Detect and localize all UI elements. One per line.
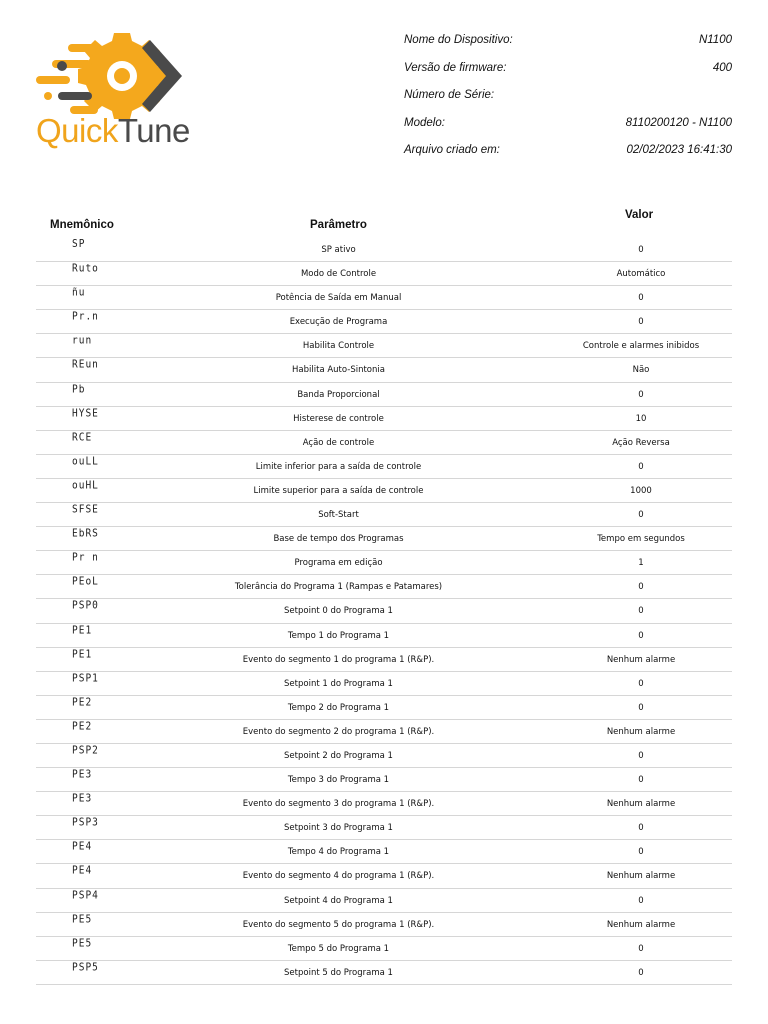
table-row <box>36 913 732 937</box>
table-row <box>36 864 732 888</box>
mnemonic-cell: PE2 <box>72 720 93 733</box>
info-row <box>404 62 732 90</box>
table-row <box>36 961 732 985</box>
table-row <box>36 792 732 816</box>
table-row <box>36 286 732 310</box>
table-row <box>36 648 732 672</box>
mnemonic-cell: PSP1 <box>72 672 99 685</box>
table-row <box>36 672 732 696</box>
header-mnemonic: Mnemônico <box>50 219 114 231</box>
parameter-cell: Base de tempo dos Programas <box>273 534 404 545</box>
parameter-cell: Tempo 1 do Programa 1 <box>287 630 390 641</box>
parameter-cell: Soft-Start <box>318 510 359 521</box>
parameter-cell: Modo de Controle <box>300 269 377 280</box>
info-row <box>404 144 732 172</box>
value-cell: 0 <box>638 967 644 978</box>
value-cell: 1000 <box>630 485 652 496</box>
table-row <box>36 768 732 792</box>
table-row <box>36 262 732 286</box>
mnemonic-cell: REun <box>72 358 99 372</box>
parameter-cell: Habilita Auto-Sintonia <box>292 365 385 376</box>
value-cell: Nenhum alarme <box>606 654 676 665</box>
parameter-cell: Setpoint 4 do Programa 1 <box>284 895 393 906</box>
mnemonic-cell: PE1 <box>72 623 93 637</box>
value-cell: 0 <box>638 461 644 472</box>
info-value: 02/02/2023 16:41:30 <box>626 144 732 156</box>
parameter-cell: Banda Proporcional <box>297 389 380 400</box>
info-row <box>404 34 732 62</box>
parameter-cell: Setpoint 1 do Programa 1 <box>284 678 393 689</box>
table-row <box>36 310 732 334</box>
parameter-table <box>36 238 732 985</box>
table-row <box>36 407 732 431</box>
value-cell: 0 <box>638 775 644 786</box>
value-cell: Ação Reversa <box>612 437 670 448</box>
value-cell: 0 <box>638 702 644 713</box>
mnemonic-cell: ouHL <box>72 479 99 492</box>
value-cell: Tempo em segundos <box>597 534 685 545</box>
table-row <box>36 889 732 913</box>
value-cell: 0 <box>638 630 644 641</box>
value-cell: 0 <box>638 678 644 689</box>
table-row <box>36 816 732 840</box>
table-row <box>36 575 732 599</box>
parameter-cell: Ação de controle <box>302 437 375 448</box>
value-cell: 0 <box>638 582 644 593</box>
parameter-cell: Histerese de controle <box>293 413 384 424</box>
parameter-cell: Potência de Saída em Manual <box>275 293 402 304</box>
parameter-cell: SP ativo <box>321 245 356 255</box>
mnemonic-cell: EbRS <box>72 527 99 540</box>
parameter-cell: Tempo 5 do Programa 1 <box>287 943 390 954</box>
parameter-cell: Setpoint 5 do Programa 1 <box>284 967 393 978</box>
mnemonic-cell: Pb <box>72 383 86 396</box>
mnemonic-cell: PE4 <box>72 864 93 877</box>
info-label: Modelo: <box>404 116 445 129</box>
value-cell: 0 <box>638 245 644 255</box>
mnemonic-cell: PE5 <box>72 937 93 950</box>
info-label: Número de Série: <box>404 89 495 101</box>
logo-wordmark: QuickTune <box>36 112 190 149</box>
value-cell: 0 <box>638 389 644 400</box>
table-row <box>36 238 732 262</box>
mnemonic-cell: PSP0 <box>72 599 99 612</box>
parameter-cell: Habilita Controle <box>302 341 375 352</box>
table-row <box>36 624 732 648</box>
parameter-cell: Setpoint 0 do Programa 1 <box>284 606 393 617</box>
header-value: Valor <box>625 209 654 221</box>
value-cell: 0 <box>638 750 644 761</box>
parameter-cell: Setpoint 3 do Programa 1 <box>284 823 393 834</box>
mnemonic-cell: ñu <box>72 286 86 299</box>
info-value: N1100 <box>698 34 732 46</box>
info-row <box>404 89 732 117</box>
mnemonic-cell: PE1 <box>72 648 93 661</box>
info-label: Versão de firmware: <box>404 61 507 74</box>
mnemonic-cell: Ruto <box>72 262 99 275</box>
info-value: 400 <box>712 61 732 74</box>
parameter-cell: Evento do segmento 1 do programa 1 (R&P). <box>242 654 435 665</box>
device-info <box>404 34 732 172</box>
info-value: 8110200120 - N1100 <box>625 116 732 129</box>
mnemonic-cell: ouLL <box>72 455 99 468</box>
mnemonic-cell: SFSE <box>72 503 99 516</box>
value-cell: Automático <box>616 269 666 280</box>
value-cell: 10 <box>635 413 647 424</box>
table-row <box>36 383 732 407</box>
parameter-cell: Tempo 4 do Programa 1 <box>287 847 390 858</box>
table-row <box>36 455 732 479</box>
mnemonic-cell: SP <box>72 238 86 251</box>
parameter-cell: Evento do segmento 4 do programa 1 (R&P). <box>242 871 435 882</box>
table-row <box>36 744 732 768</box>
header-parameter: Parâmetro <box>310 219 367 231</box>
value-cell: 1 <box>638 558 644 569</box>
value-cell: Controle e alarmes inibidos <box>582 341 700 352</box>
value-cell: 0 <box>638 943 644 954</box>
parameter-cell: Evento do segmento 2 do programa 1 (R&P). <box>242 726 435 737</box>
table-row <box>36 358 732 382</box>
parameter-cell: Execução de Programa <box>289 317 388 328</box>
parameter-cell: Programa em edição <box>294 558 383 569</box>
table-row <box>36 503 732 527</box>
table-row <box>36 937 732 961</box>
parameter-cell: Limite superior para a saída de controle <box>253 485 424 496</box>
table-row <box>36 696 732 720</box>
parameter-cell: Setpoint 2 do Programa 1 <box>284 750 393 761</box>
info-row <box>404 117 732 145</box>
table-row <box>36 551 732 575</box>
mnemonic-cell: PSP3 <box>72 816 99 829</box>
info-label: Arquivo criado em: <box>404 144 500 156</box>
table-row <box>36 720 732 744</box>
mnemonic-cell: RCE <box>72 431 93 444</box>
mnemonic-cell: Pr.n <box>72 310 99 323</box>
mnemonic-cell: Pr n <box>72 551 99 564</box>
mnemonic-cell: PE3 <box>72 768 93 781</box>
mnemonic-cell: PE2 <box>72 696 93 709</box>
parameter-cell: Evento do segmento 5 do programa 1 (R&P). <box>242 919 435 930</box>
table-row <box>36 334 732 358</box>
table-row <box>36 840 732 864</box>
mnemonic-cell: HYSE <box>72 407 99 420</box>
mnemonic-cell: PSP5 <box>72 961 99 974</box>
value-cell: 0 <box>638 606 644 617</box>
mnemonic-cell: PE5 <box>72 913 93 926</box>
value-cell: Nenhum alarme <box>606 919 676 930</box>
value-cell: 0 <box>638 895 644 906</box>
mnemonic-cell: run <box>72 334 93 347</box>
value-cell: 0 <box>638 293 644 304</box>
info-label: Nome do Dispositivo: <box>404 34 513 46</box>
table-row <box>36 431 732 455</box>
mnemonic-cell: PE3 <box>72 792 93 805</box>
parameter-cell: Limite inferior para a saída de controle <box>255 461 422 472</box>
table-row <box>36 479 732 503</box>
value-cell: 0 <box>638 317 644 328</box>
mnemonic-cell: PE4 <box>72 840 93 853</box>
mnemonic-cell: PEoL <box>72 575 99 588</box>
value-cell: Não <box>632 365 650 376</box>
parameter-cell: Tempo 3 do Programa 1 <box>287 775 390 786</box>
value-cell: Nenhum alarme <box>606 726 676 737</box>
table-row <box>36 599 732 623</box>
table-row <box>36 527 732 551</box>
parameter-cell: Evento do segmento 3 do programa 1 (R&P). <box>242 799 435 810</box>
mnemonic-cell: PSP4 <box>72 888 99 902</box>
value-cell: Nenhum alarme <box>606 799 676 810</box>
parameter-cell: Tempo 2 do Programa 1 <box>287 702 390 713</box>
value-cell: 0 <box>638 847 644 858</box>
value-cell: 0 <box>638 823 644 834</box>
value-cell: 0 <box>638 510 644 521</box>
value-cell: Nenhum alarme <box>606 871 676 882</box>
mnemonic-cell: PSP2 <box>72 744 99 757</box>
parameter-cell: Tolerância do Programa 1 (Rampas e Patamares) <box>234 582 443 593</box>
